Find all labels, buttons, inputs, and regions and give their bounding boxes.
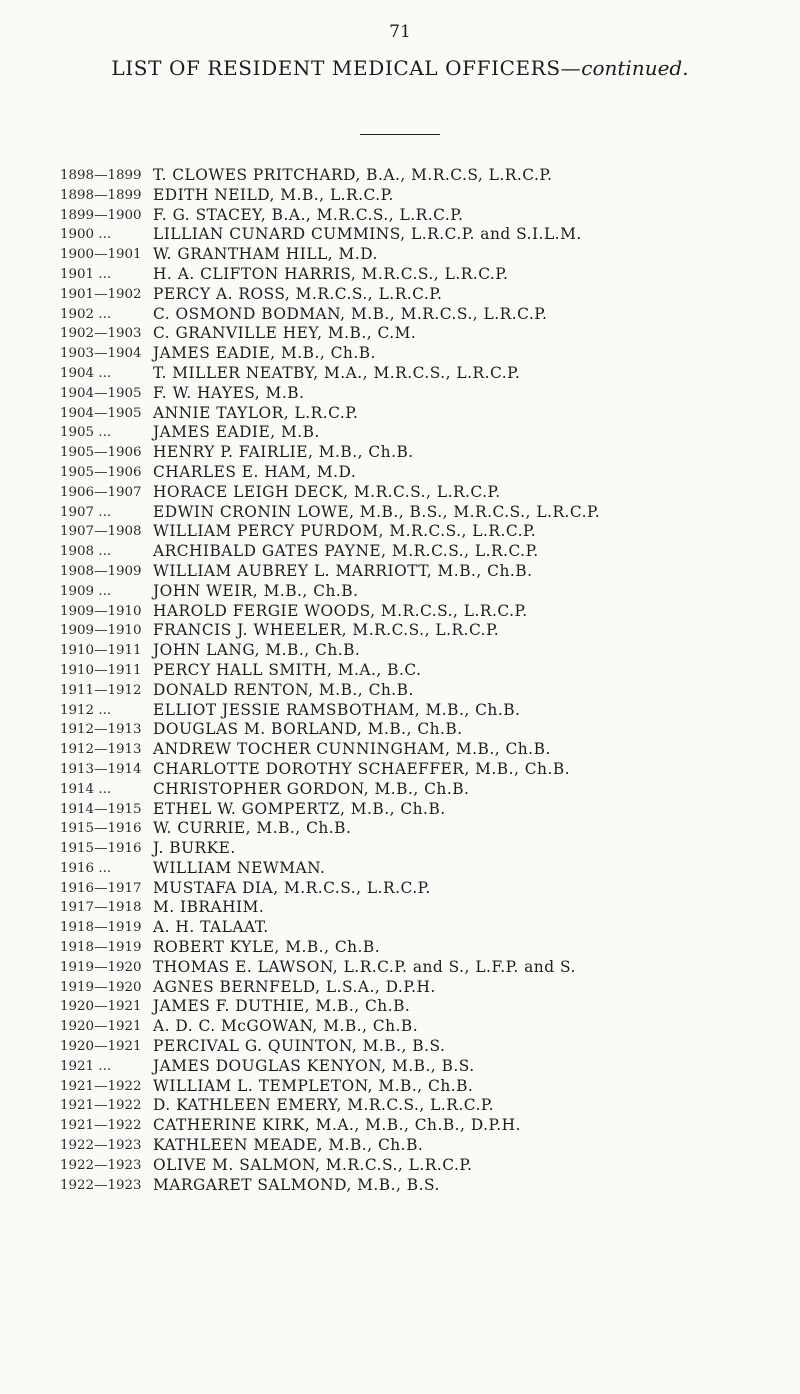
officer-years: 1921—1922 [60,1078,142,1094]
officer-years: 1904—1905 [60,405,142,421]
officer-name: M. IBRAHIM. [153,898,265,917]
page-heading [0,56,800,80]
officer-row [60,1017,790,1037]
officer-name: W. CURRIE, M.B., Ch.B. [153,819,352,838]
officer-years: 1920—1921 [60,999,142,1015]
officer-name: JOHN LANG, M.B., Ch.B. [153,641,361,660]
officer-row [60,1176,790,1196]
officer-row [60,938,790,958]
officer-years: 1916—1917 [60,880,142,896]
officer-row [60,265,790,285]
officer-row [60,324,790,344]
officer-years: 1901—1902 [60,286,142,302]
officer-row [60,621,790,641]
officer-name: ETHEL W. GOMPERTZ, M.B., Ch.B. [153,799,446,818]
officer-name: F. W. HAYES, M.B. [153,383,305,402]
officer-years: 1910—1911 [60,662,142,678]
officer-row [60,1057,790,1077]
officer-row [60,423,790,443]
officer-row [60,245,790,265]
officer-years: 1898—1899 [60,168,142,183]
officer-row [60,760,790,780]
officer-row [60,542,790,562]
officer-name: OLIVE M. SALMON, M.R.C.S., L.R.C.P. [153,1155,473,1174]
officer-years: 1919—1920 [60,979,142,995]
officer-years: 1912—1913 [60,722,142,738]
officer-years: 1914—1915 [60,801,142,817]
officer-name: ANNIE TAYLOR, L.R.C.P. [153,403,359,422]
officer-row [60,859,790,879]
heading-divider [360,134,440,135]
officer-years: 1909 ... [60,583,112,599]
officer-name: JAMES EADIE, M.B., Ch.B. [153,344,376,363]
officer-row [60,1077,790,1097]
officer-years: 1905—1906 [60,445,142,461]
officer-years: 1898—1899 [60,187,142,203]
officer-row [60,404,790,424]
officer-name: EDWIN CRONIN LOWE, M.B., B.S., M.R.C.S., L.R.C.P. [153,502,601,521]
officer-name: HAROLD FERGIE WOODS, M.R.C.S., L.R.C.P. [153,601,528,620]
officer-name: ARCHIBALD GATES PAYNE, M.R.C.S., L.R.C.P. [153,542,539,561]
officer-name: WILLIAM PERCY PURDOM, M.R.C.S., L.R.C.P. [153,522,537,541]
officer-years: 1910—1911 [60,643,142,659]
officer-row [60,839,790,859]
officer-years: 1903—1904 [60,346,142,362]
officer-row [60,483,790,503]
officer-row [60,641,790,661]
officer-years: 1901 ... [60,266,112,282]
officer-name: ANDREW TOCHER CUNNINGHAM, M.B., Ch.B. [153,740,551,759]
officer-row [60,503,790,523]
officer-name: WILLIAM AUBREY L. MARRIOTT, M.B., Ch.B. [153,561,533,580]
officer-years: 1900 ... [60,227,112,243]
officer-list [60,166,790,1195]
officer-name: KATHLEEN MEADE, M.B., Ch.B. [153,1136,424,1155]
officer-row [60,522,790,542]
officer-row [60,958,790,978]
officer-years: 1917—1918 [60,900,142,916]
officer-name: H. A. CLIFTON HARRIS, M.R.C.S., L.R.C.P. [153,264,509,283]
officer-row [60,225,790,245]
officer-years: 1902 ... [60,306,112,322]
officer-years: 1922—1923 [60,1138,142,1154]
officer-name: WILLIAM NEWMAN. [153,858,326,877]
officer-name: DONALD RENTON, M.B., Ch.B. [153,680,414,699]
officer-row [60,384,790,404]
officer-years: 1915—1916 [60,841,142,857]
officer-years: 1920—1921 [60,1019,142,1035]
officer-row [60,800,790,820]
officer-name: A. H. TALAAT. [153,918,269,937]
officer-name: THOMAS E. LAWSON, L.R.C.P. and S., L.F.P. and S. [153,957,576,976]
officer-row [60,879,790,899]
officer-years: 1907—1908 [60,524,142,540]
officer-name: PERCIVAL G. QUINTON, M.B., B.S. [153,1037,446,1056]
officer-years: 1922—1923 [60,1157,142,1173]
officer-name: CATHERINE KIRK, M.A., M.B., Ch.B., D.P.H. [153,1116,521,1135]
officer-name: MUSTAFA DIA, M.R.C.S., L.R.C.P. [153,878,431,897]
officer-row [60,364,790,384]
officer-row [60,701,790,721]
officer-years: 1909—1910 [60,623,142,639]
officer-years: 1921—1922 [60,1118,142,1134]
officer-years: 1913—1914 [60,761,142,777]
officer-row [60,344,790,364]
officer-row [60,681,790,701]
officer-years: 1908 ... [60,544,112,560]
officer-name: JOHN WEIR, M.B., Ch.B. [153,581,359,600]
officer-name: F. G. STACEY, B.A., M.R.C.S., L.R.C.P. [153,205,464,224]
officer-row [60,582,790,602]
officer-years: 1908—1909 [60,563,142,579]
officer-years: 1907 ... [60,504,112,520]
officer-name: C. GRANVILLE HEY, M.B., C.M. [153,324,417,343]
officer-name: CHARLES E. HAM, M.D. [153,462,357,481]
officer-name: JAMES F. DUTHIE, M.B., Ch.B. [153,997,411,1016]
officer-years: 1921 ... [60,1058,112,1074]
officer-name: C. OSMOND BODMAN, M.B., M.R.C.S., L.R.C.P. [153,304,548,323]
officer-row [60,898,790,918]
officer-row [60,463,790,483]
officer-years: 1921—1922 [60,1098,142,1114]
officer-name: MARGARET SALMOND, M.B., B.S. [153,1175,440,1194]
officer-years: 1909—1910 [60,603,142,619]
officer-name: AGNES BERNFELD, L.S.A., D.P.H. [153,977,436,996]
officer-name: CHARLOTTE DOROTHY SCHAEFFER, M.B., Ch.B. [153,759,571,778]
officer-name: LILLIAN CUNARD CUMMINS, L.R.C.P. and S.I.L.M. [153,225,582,244]
heading-continued: continued. [581,56,689,80]
officer-row [60,1156,790,1176]
officer-row [60,443,790,463]
officer-years: 1900—1901 [60,247,142,263]
officer-row [60,661,790,681]
officer-name: ROBERT KYLE, M.B., Ch.B. [153,938,381,957]
officer-row [60,819,790,839]
officer-row [60,780,790,800]
officer-years: 1918—1919 [60,920,142,936]
officer-name: T. CLOWES PRITCHARD, B.A., M.R.C.S, L.R.C.P. [153,166,553,184]
officer-name: JAMES DOUGLAS KENYON, M.B., B.S. [153,1056,475,1075]
officer-name: HENRY P. FAIRLIE, M.B., Ch.B. [153,443,414,462]
officer-name: T. MILLER NEATBY, M.A., M.R.C.S., L.R.C.P. [153,363,521,382]
officer-row [60,1116,790,1136]
officer-years: 1915—1916 [60,821,142,837]
officer-years: 1918—1919 [60,940,142,956]
officer-years: 1914 ... [60,781,112,797]
officer-years: 1912—1913 [60,742,142,758]
officer-row [60,1136,790,1156]
page-number: 71 [389,22,411,42]
officer-name: W. GRANTHAM HILL, M.D. [153,245,378,264]
officer-row [60,740,790,760]
officer-row [60,562,790,582]
officer-row [60,1096,790,1116]
officer-name: D. KATHLEEN EMERY, M.R.C.S., L.R.C.P. [153,1096,495,1115]
officer-name: J. BURKE. [153,839,236,858]
officer-years: 1906—1907 [60,484,142,500]
officer-name: ELLIOT JESSIE RAMSBOTHAM, M.B., Ch.B. [153,700,521,719]
officer-name: PERCY A. ROSS, M.R.C.S., L.R.C.P. [153,284,443,303]
officer-name: A. D. C. McGOWAN, M.B., Ch.B. [153,1017,419,1036]
officer-row [60,206,790,226]
officer-row [60,918,790,938]
heading-title: LIST OF RESIDENT MEDICAL OFFICERS— [111,56,582,80]
officer-name: HORACE LEIGH DECK, M.R.C.S., L.R.C.P. [153,482,501,501]
officer-years: 1904—1905 [60,385,142,401]
officer-name: DOUGLAS M. BORLAND, M.B., Ch.B. [153,720,463,739]
officer-row [60,285,790,305]
officer-name: WILLIAM L. TEMPLETON, M.B., Ch.B. [153,1076,474,1095]
officer-row [60,997,790,1017]
officer-years: 1920—1921 [60,1039,142,1055]
officer-row [60,186,790,206]
officer-name: PERCY HALL SMITH, M.A., B.C. [153,660,422,679]
officer-years: 1922—1923 [60,1177,142,1193]
officer-years: 1919—1920 [60,959,142,975]
officer-name: FRANCIS J. WHEELER, M.R.C.S., L.R.C.P. [153,621,500,640]
officer-row [60,1037,790,1057]
officer-years: 1912 ... [60,702,112,718]
officer-row [60,602,790,622]
officer-row [60,166,790,186]
officer-row [60,720,790,740]
officer-name: CHRISTOPHER GORDON, M.B., Ch.B. [153,779,470,798]
officer-years: 1916 ... [60,860,112,876]
officer-years: 1905—1906 [60,464,142,480]
officer-row [60,305,790,325]
officer-years: 1905 ... [60,425,112,441]
officer-years: 1899—1900 [60,207,142,223]
officer-years: 1904 ... [60,365,112,381]
officer-row [60,978,790,998]
officer-years: 1911—1912 [60,682,142,698]
officer-name: EDITH NEILD, M.B., L.R.C.P. [153,185,394,204]
officer-name: JAMES EADIE, M.B. [153,423,320,442]
officer-years: 1902—1903 [60,326,142,342]
